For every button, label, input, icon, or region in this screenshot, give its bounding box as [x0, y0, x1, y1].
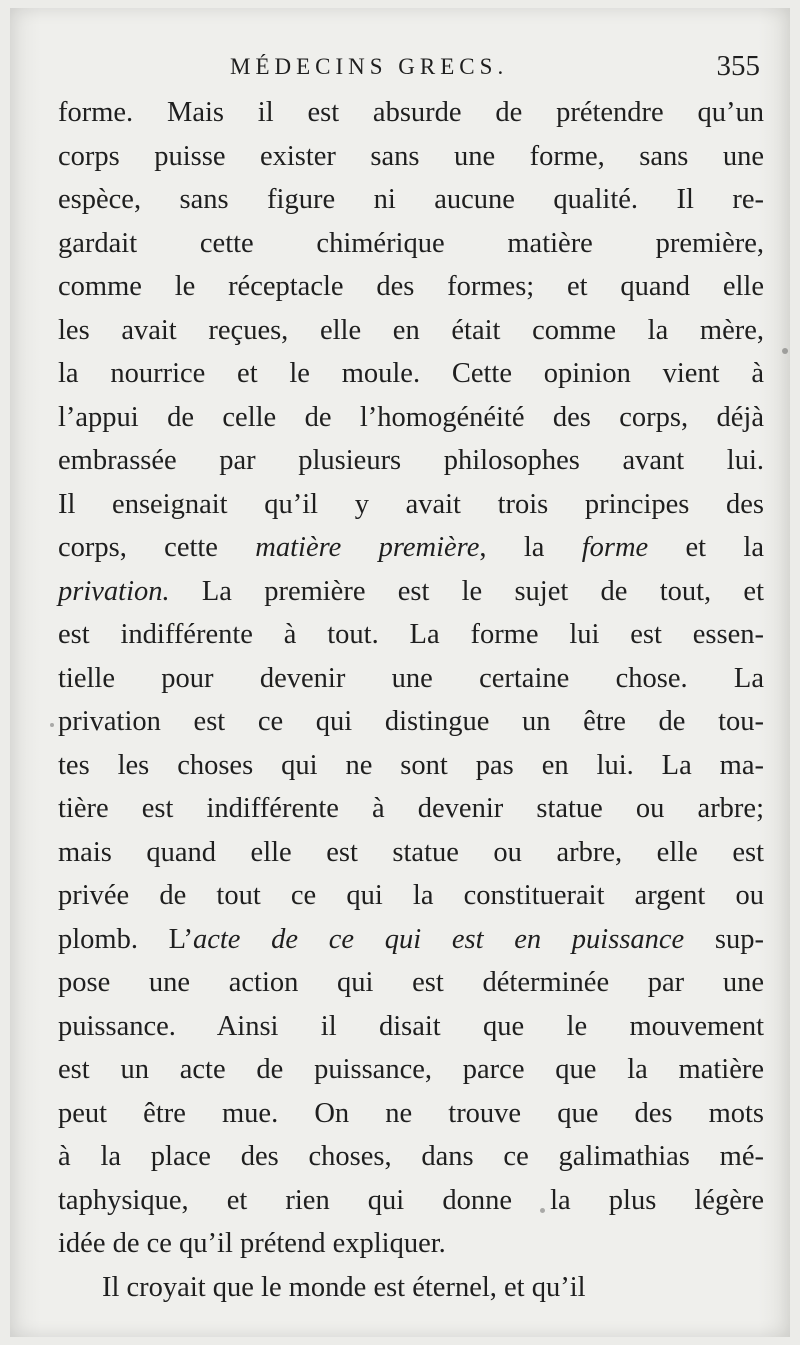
text-run: idée de ce qu’il prétend expliquer. — [58, 1228, 446, 1259]
italic-text: acte de ce qui est en puissance — [192, 923, 685, 955]
text-line — [58, 1005, 764, 1049]
text-run: corps puisse exister sans une forme, sans une — [58, 140, 764, 172]
text-run: Il enseignait qu’il y avait trois principes des — [58, 488, 764, 520]
text-run: la nourrice et le moule. Cette opinion vient à — [58, 358, 764, 389]
text-run: comme le réceptacle des formes; et quand elle — [58, 271, 764, 302]
text-run: tielle pour devenir une certaine chose. La — [58, 662, 764, 694]
page-number: 355 — [716, 50, 760, 82]
text-line — [58, 744, 764, 788]
text-run: corps, cette — [58, 532, 256, 563]
text-run: peut être mue. On ne trouve que des mots — [58, 1097, 764, 1129]
print-speck — [782, 348, 788, 354]
text-run: mais quand elle est statue ou arbre, elle est — [58, 836, 764, 868]
italic-text: forme — [581, 532, 649, 563]
print-speck — [540, 1208, 545, 1213]
text-run: est indifférente à tout. La forme lui est essen- — [58, 619, 764, 650]
text-run: Il croyait que le monde est éternel, et qu’il — [102, 1271, 586, 1303]
text-line — [58, 352, 764, 396]
text-run: privée de tout ce qui la constituerait argent ou — [58, 880, 764, 911]
book-page — [10, 8, 790, 1337]
text-line — [58, 1179, 764, 1223]
text-run: et la — [648, 532, 764, 563]
text-line — [58, 1048, 764, 1092]
text-run: plomb. L’ — [58, 923, 193, 955]
text-line — [58, 613, 764, 657]
text-run: privation est ce qui distingue un être de tou- — [58, 706, 764, 737]
text-line — [58, 961, 764, 1005]
text-run: gardait cette chimérique matière première, — [58, 227, 764, 259]
text-line — [58, 918, 764, 962]
text-line — [58, 831, 764, 875]
text-line — [58, 570, 764, 614]
text-line — [58, 309, 764, 353]
text-line — [58, 1266, 764, 1310]
text-run: forme. Mais il est absurde de prétendre qu’un — [58, 97, 764, 128]
text-line — [58, 700, 764, 744]
italic-text: matière première — [255, 532, 480, 563]
text-line — [58, 222, 764, 266]
italic-text: privation. — [58, 575, 170, 607]
text-run: tes les choses qui ne sont pas en lui. La ma- — [58, 749, 764, 781]
text-line — [58, 526, 764, 570]
text-run: à la place des choses, dans ce galimathias mé- — [58, 1141, 764, 1172]
text-run: pose une action qui est déterminée par une — [58, 967, 764, 998]
text-line — [58, 787, 764, 831]
text-line — [58, 91, 764, 135]
text-line — [58, 396, 764, 440]
text-run: est un acte de puissance, parce que la matière — [58, 1054, 764, 1085]
text-line — [58, 178, 764, 222]
text-run: puissance. Ainsi il disait que le mouvement — [58, 1010, 764, 1042]
text-line — [58, 265, 764, 309]
body-text — [58, 91, 764, 1309]
text-run: tière est indifférente à devenir statue ou arbre; — [58, 793, 764, 824]
text-run: La première est le sujet de tout, et — [169, 575, 764, 607]
text-line — [58, 135, 764, 179]
text-line — [58, 1092, 764, 1136]
text-line — [58, 874, 764, 918]
text-line — [58, 483, 764, 527]
text-line — [58, 439, 764, 483]
text-run: , la — [479, 532, 582, 563]
text-run: embrassée par plusieurs philosophes avant lui. — [58, 445, 764, 476]
text-line — [58, 1222, 764, 1266]
text-line — [58, 657, 764, 701]
text-run: l’appui de celle de l’homogénéité des corps, déjà — [58, 401, 764, 433]
text-run: sup- — [684, 923, 764, 955]
running-head: MÉDECINS GRECS. — [230, 54, 509, 79]
text-run: espèce, sans figure ni aucune qualité. Il re- — [58, 184, 764, 215]
text-run: taphysique, et rien qui donne la plus légère — [58, 1184, 764, 1216]
text-line — [58, 1135, 764, 1179]
text-run: les avait reçues, elle en était comme la mère, — [58, 314, 764, 346]
print-speck — [50, 723, 54, 727]
page-header — [230, 46, 760, 90]
